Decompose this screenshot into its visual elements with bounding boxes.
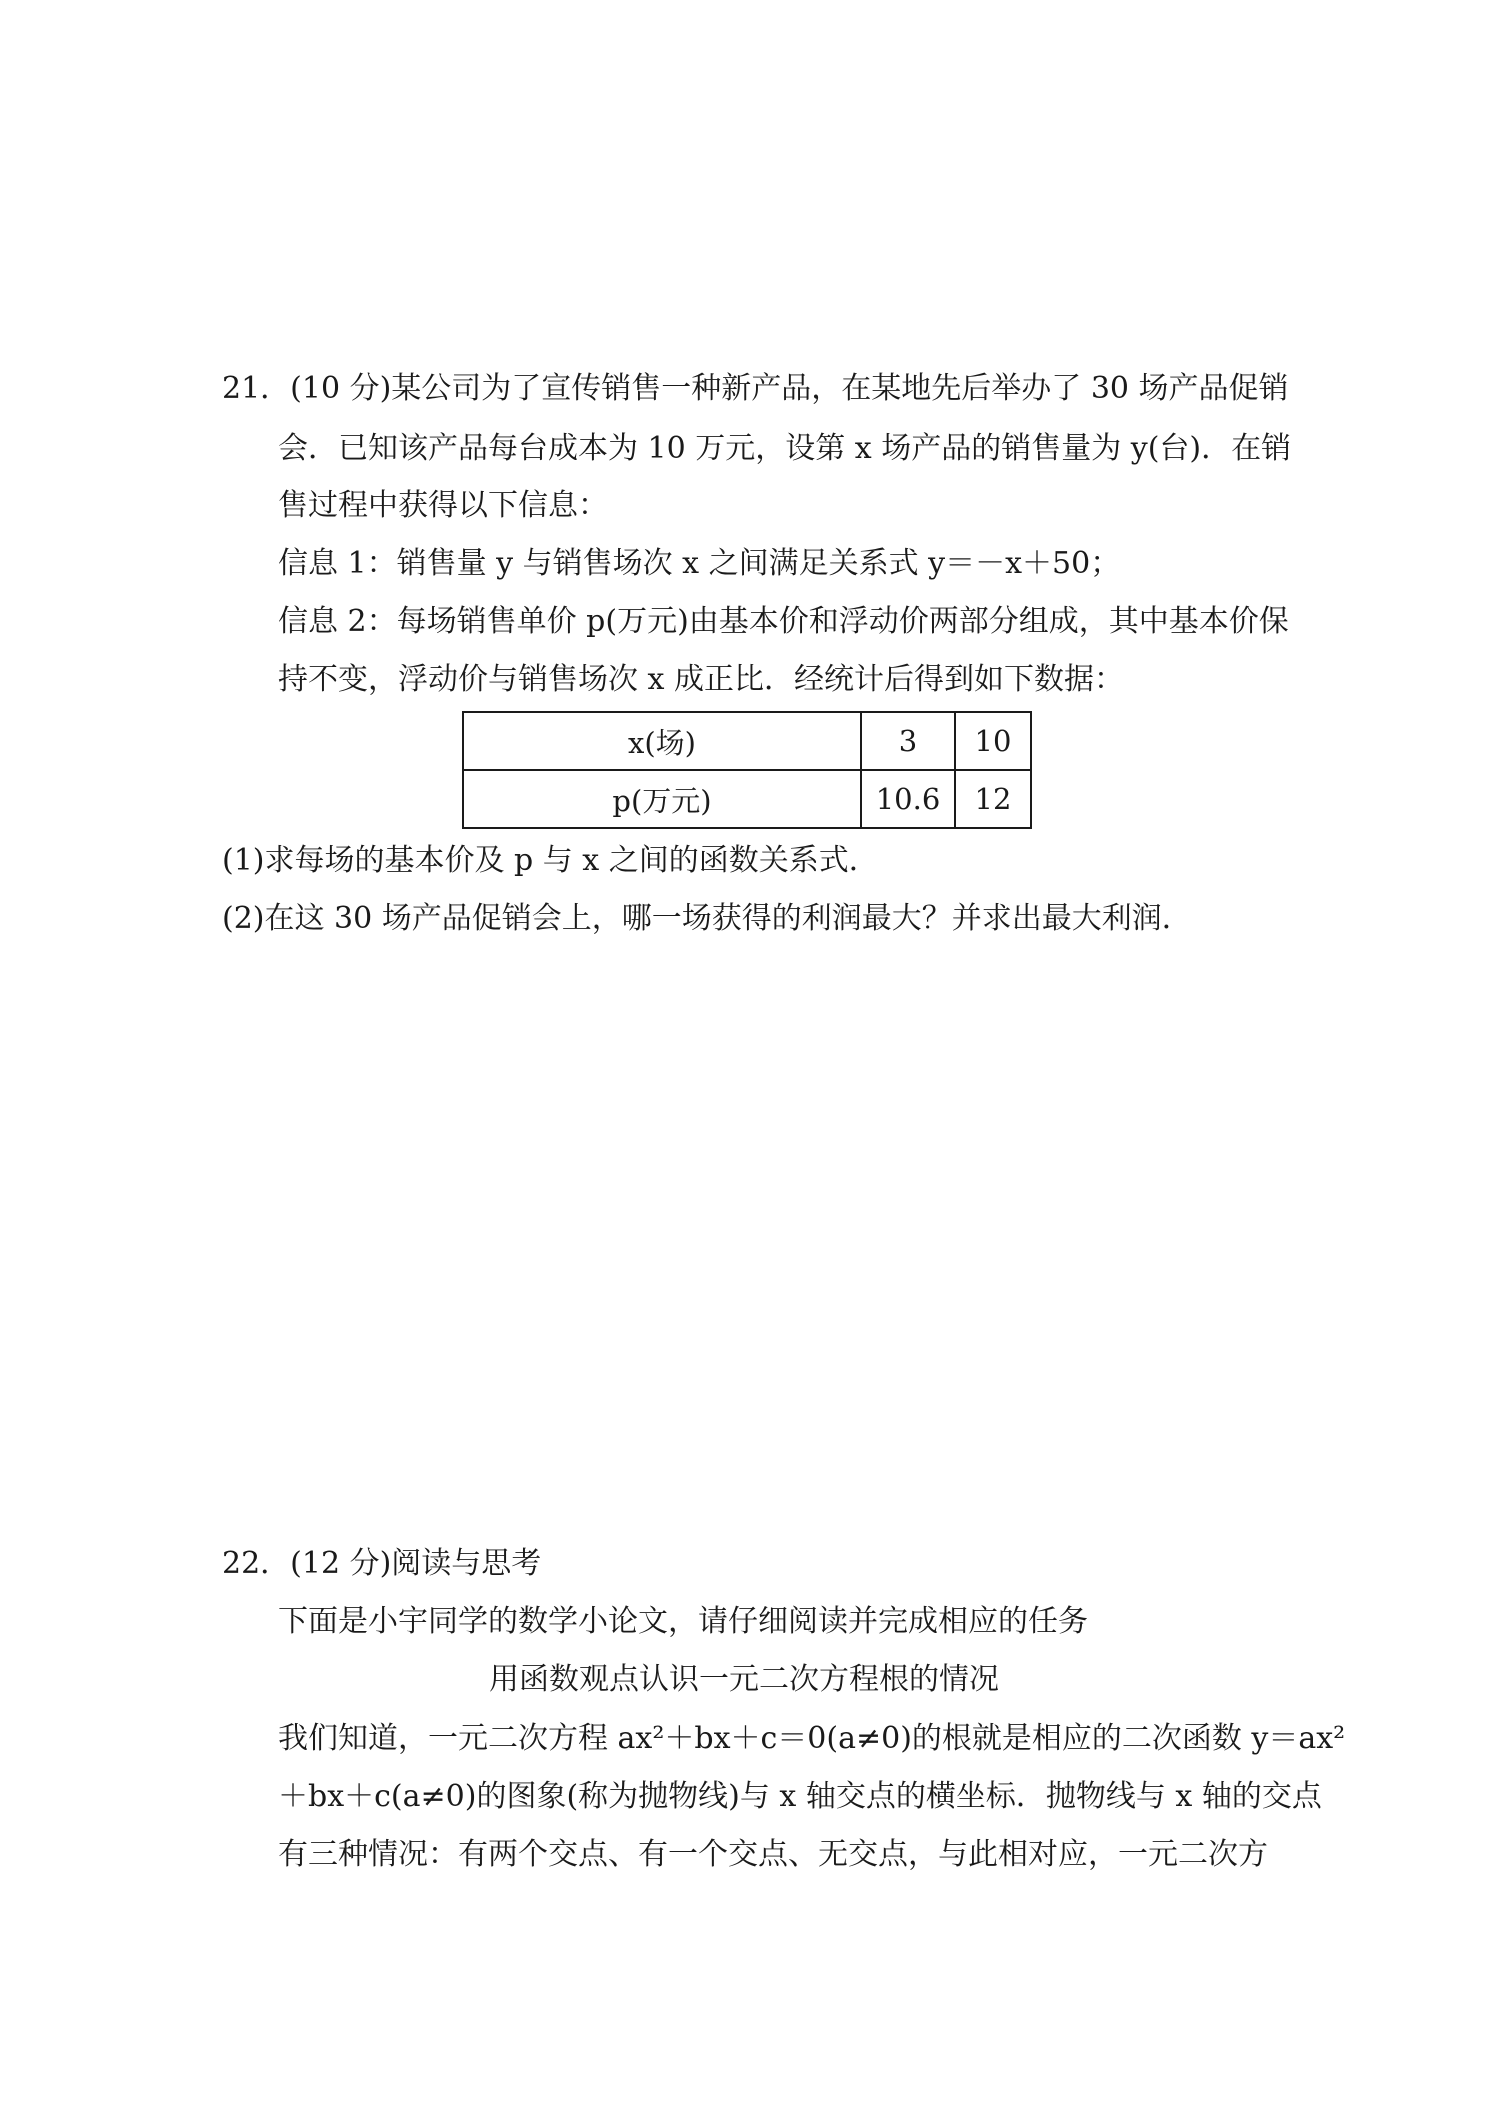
q21-sub1: (1)求每场的基本价及 p 与 x 之间的函数关系式． (222, 843, 879, 878)
table-cell: x(场) (463, 712, 861, 770)
q21-line1: 21．(10 分)某公司为了宣传销售一种新产品，在某地先后举办了 30 场产品促销 (222, 371, 1289, 406)
table-cell: 3 (861, 712, 955, 770)
q22-title: 用函数观点认识一元二次方程根的情况 (489, 1662, 999, 1697)
q22-intro: 下面是小宇同学的数学小论文，请仔细阅读并完成相应的任务 (278, 1604, 1088, 1639)
q22-p1: 我们知道，一元二次方程 ax²＋bx＋c＝0(a≠0)的根就是相应的二次函数 y＝ax² (278, 1721, 1346, 1756)
q22-p2: ＋bx＋c(a≠0)的图象(称为抛物线)与 x 轴交点的横坐标．抛物线与 x 轴的交点 (278, 1779, 1322, 1814)
table-cell: 10.6 (861, 770, 955, 828)
q21-sub2: (2)在这 30 场产品促销会上，哪一场获得的利润最大？并求出最大利润． (222, 901, 1192, 936)
q22-line1: 22．(12 分)阅读与思考 (222, 1546, 542, 1581)
q21-info2a: 信息 2：每场销售单价 p(万元)由基本价和浮动价两部分组成，其中基本价保 (278, 604, 1289, 639)
q22-p3: 有三种情况：有两个交点、有一个交点、无交点，与此相对应，一元二次方 (278, 1837, 1268, 1872)
q21-info1: 信息 1：销售量 y 与销售场次 x 之间满足关系式 y＝－x＋50； (278, 546, 1121, 581)
q21-info2b: 持不变，浮动价与销售场次 x 成正比．经统计后得到如下数据： (278, 662, 1124, 697)
table-cell: p(万元) (463, 770, 861, 828)
data-table (462, 711, 1032, 829)
q21-line2: 会．已知该产品每台成本为 10 万元，设第 x 场产品的销售量为 y(台)．在销 (278, 431, 1292, 466)
table-row (463, 712, 1031, 770)
table-row (463, 770, 1031, 828)
q21-line3: 售过程中获得以下信息： (278, 488, 608, 523)
table-cell: 10 (955, 712, 1031, 770)
table-cell: 12 (955, 770, 1031, 828)
